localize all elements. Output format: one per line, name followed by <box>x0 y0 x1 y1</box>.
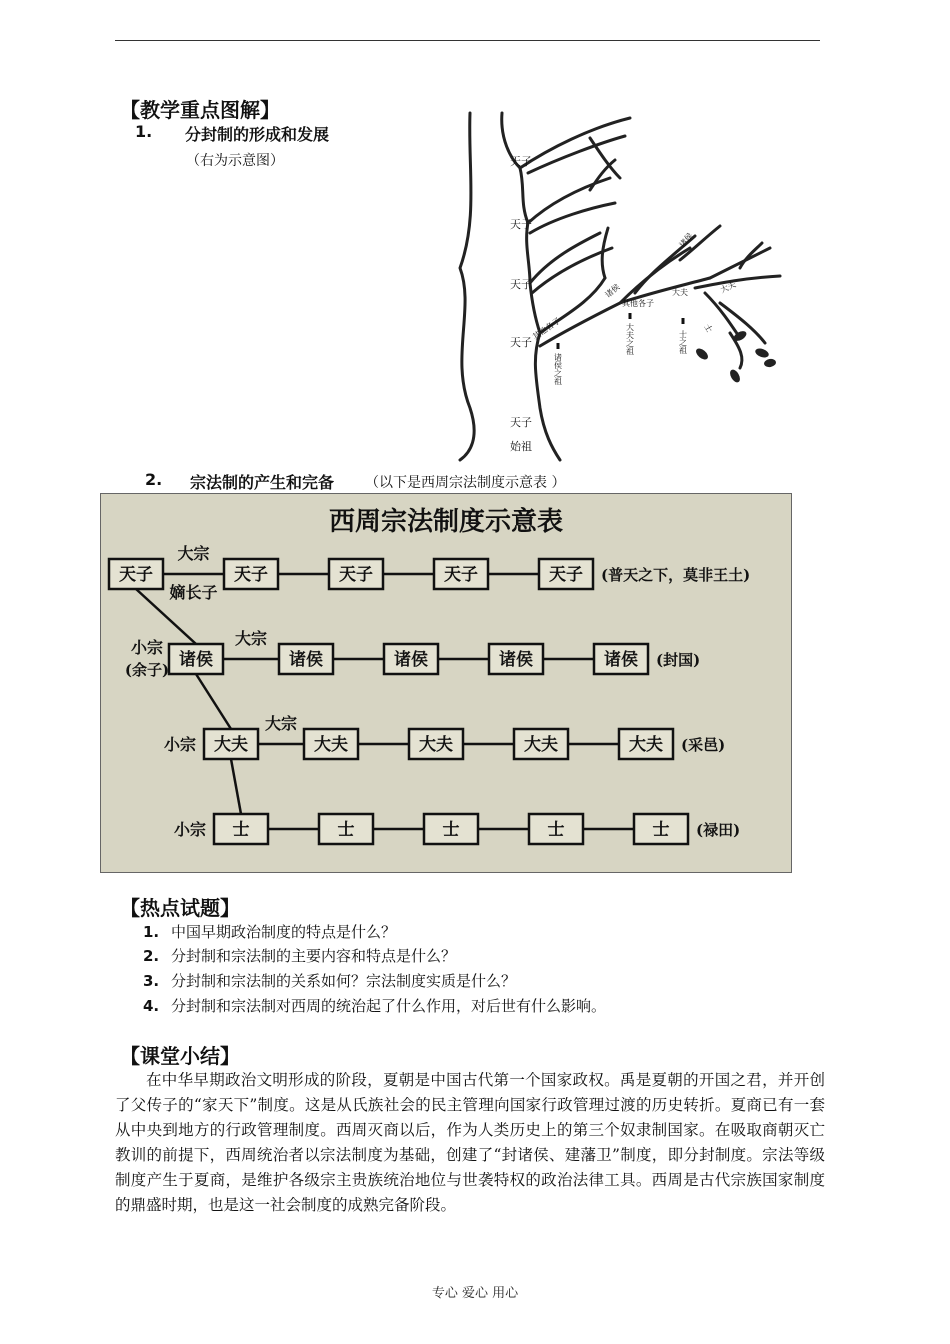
item-2-note: （以下是西周宗法制度示意表 ） <box>365 475 566 491</box>
zongfa-node-士: 士 <box>442 820 460 840</box>
zongfa-node-诸侯: 诸侯 <box>394 650 428 670</box>
question-1 <box>143 921 396 942</box>
zongfa-node-天子: 天子 <box>444 565 478 585</box>
zongfa-note: (普天之下，莫非王土) <box>601 566 751 584</box>
section-heading-hot-questions: 【热点试题】 <box>120 896 240 920</box>
tree-shizu-label: 始祖 <box>510 440 532 453</box>
zongfa-dazong-label: 大宗 <box>234 629 268 648</box>
tree-zhuhou-label: 诸侯 <box>603 282 622 300</box>
zongfa-node-天子: 天子 <box>234 565 268 585</box>
tree-dafu-label-2: 大夫 <box>719 279 738 295</box>
zongfa-node-天子: 天子 <box>339 565 373 585</box>
zongfa-node-诸侯: 诸侯 <box>604 650 638 670</box>
zongfa-node-大夫: 大夫 <box>314 735 348 755</box>
section-heading-key-points: 【教学重点图解】 <box>120 98 280 122</box>
zongfa-diagram-svg <box>101 494 791 872</box>
question-4-number: 4. <box>143 997 160 1015</box>
question-2-number: 2. <box>143 947 160 965</box>
tree-zhuhou-zhizu-label: 诸侯之祖 <box>553 353 563 385</box>
question-2 <box>143 945 456 966</box>
tree-shi-zhizu-label: 士之祖 <box>678 330 688 354</box>
zongfa-note: (采邑) <box>681 736 726 754</box>
zongfa-node-大夫: 大夫 <box>629 735 663 755</box>
zongfa-node-士: 士 <box>337 820 355 840</box>
zongfa-link-3 <box>231 759 241 814</box>
item-1-note: （右为示意图） <box>186 153 284 169</box>
tree-tianzi-label-3: 天子 <box>510 278 532 291</box>
tree-tianzi-label-4: 天子 <box>510 336 532 349</box>
zongfa-node-士: 士 <box>232 820 250 840</box>
tree-dafu-zhizu-label: 大夫之祖 <box>625 323 635 355</box>
zongfa-node-大夫: 大夫 <box>419 735 453 755</box>
zongfa-dazong-label: 大宗 <box>177 544 210 563</box>
tree-tianzi-label-2: 天子 <box>510 218 532 231</box>
zongfa-node-诸侯: 诸侯 <box>289 650 323 670</box>
header-rule <box>115 40 820 41</box>
question-4 <box>143 995 606 1016</box>
summary-paragraph: 在中华早期政治文明形成的阶段，夏朝是中国古代第一个国家政权。禹是夏朝的开国之君，并开创了父传子的“家天下”制度。这是从氏族社会的民主管理向国家行政管理过渡的历史转折。夏商已有一套从中央到地方的行政管理制度。西周灭商以后，作为人类历史上的第三个奴隶制国家。在吸取商朝灭亡教训的前提下，西周统治者以宗法制度为基础，创建了“封诸侯、建藩卫”制度，即分封制度。宗法等级制度产生于夏商，是维护各级宗主贵族统治地位与世袭特权的政治法律工具。西周是古代宗族国家制度的鼎盛时期，也是这一社会制度的成熟完备阶段。 <box>115 1071 825 1214</box>
question-1-text: 中国早期政治制度的特点是什么？ <box>171 923 397 941</box>
fengjian-tree-diagram <box>440 108 790 468</box>
zongfa-note: (封国) <box>656 651 701 669</box>
zongfa-node-诸侯: 诸侯 <box>499 650 533 670</box>
zongfa-title: 西周宗法制度示意表 <box>328 507 564 537</box>
zongfa-diagram <box>100 493 792 873</box>
item-1-title: 分封制的形成和发展 <box>185 125 330 144</box>
question-4-text: 分封制和宗法制对西周的统治起了什么作用，对后世有什么影响。 <box>171 997 607 1015</box>
question-3 <box>143 970 516 991</box>
zongfa-xiaozong-label: 小宗 <box>173 820 206 839</box>
zongfa-node-士: 士 <box>652 820 670 840</box>
item-2-number: 2. <box>145 470 163 489</box>
zongfa-link-2 <box>196 674 231 729</box>
tree-tianzi-label-1: 天子 <box>510 155 532 168</box>
zongfa-node-天子: 天子 <box>119 565 153 585</box>
zongfa-note: (禄田) <box>696 821 741 839</box>
zongfa-yuzi-label: (余子) <box>124 661 170 679</box>
zongfa-dizhangzi-label: 嫡长子 <box>169 583 218 602</box>
zongfa-dazong-label: 大宗 <box>264 714 298 733</box>
tree-tianzi-label-5: 天子 <box>510 416 532 429</box>
question-3-text: 分封制和宗法制的关系如何？宗法制度实质是什么？ <box>171 972 517 990</box>
zongfa-node-大夫: 大夫 <box>524 735 558 755</box>
question-3-number: 3. <box>143 972 160 990</box>
tree-qita-gezi-label-1: 其他各子 <box>530 315 563 342</box>
zongfa-node-大夫: 大夫 <box>214 735 248 755</box>
footer: 专心 爱心 用心 <box>431 1286 519 1301</box>
zongfa-xiaozong-label: 小宗 <box>163 735 196 754</box>
question-1-number: 1. <box>143 923 160 941</box>
question-2-text: 分封制和宗法制的主要内容和特点是什么？ <box>171 947 457 965</box>
zongfa-xiaozong-label: 小宗 <box>130 638 164 657</box>
item-2-title: 宗法制的产生和完备 <box>190 473 335 492</box>
tree-qita-gezi-label-2: 其他各子 <box>622 299 654 308</box>
zongfa-node-诸侯: 诸侯 <box>179 650 213 670</box>
tree-zhuhou-upper-label: 诸侯 <box>677 231 695 250</box>
tree-shi-label: 士 <box>702 322 715 334</box>
item-1-number: 1. <box>135 122 153 141</box>
zongfa-node-士: 士 <box>547 820 565 840</box>
section-heading-summary: 【课堂小结】 <box>120 1044 240 1068</box>
zongfa-node-天子: 天子 <box>549 565 583 585</box>
tree-dafu-label-1: 大夫 <box>672 288 688 297</box>
